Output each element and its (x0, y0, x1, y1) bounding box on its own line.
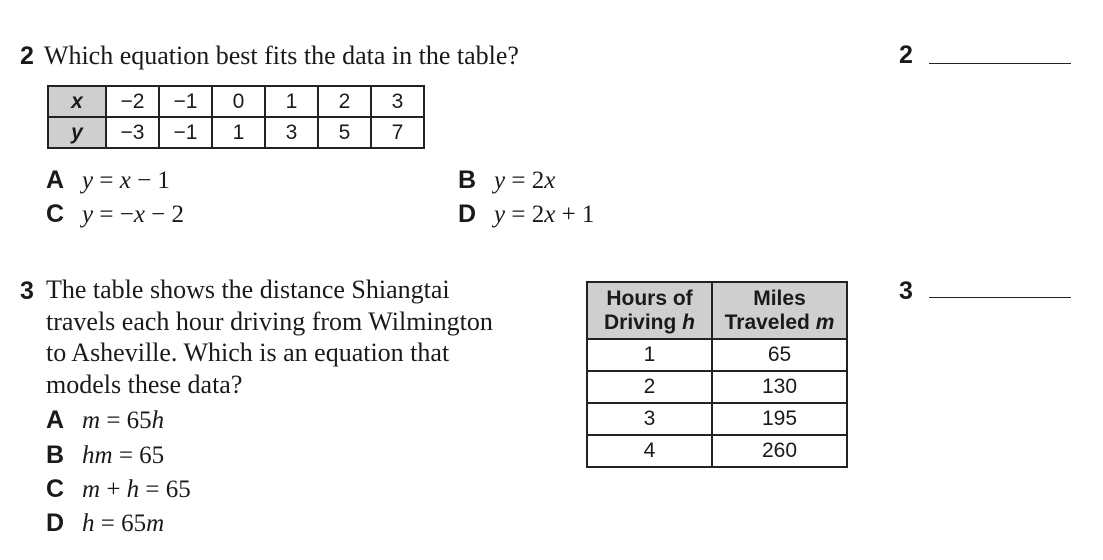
table-row (587, 339, 847, 371)
y-cell: −1 (159, 117, 212, 148)
y-cell: 5 (318, 117, 371, 148)
table-row (587, 435, 847, 467)
header-text: Hours of (606, 287, 693, 310)
choice-3c[interactable] (46, 475, 191, 504)
miles-cell: 130 (712, 371, 847, 403)
x-header: x (48, 86, 106, 117)
choice-letter: B (458, 166, 477, 194)
question-2 (20, 40, 519, 72)
y-cell: 7 (371, 117, 424, 148)
table-header-row (587, 282, 847, 339)
miles-cell: 260 (712, 435, 847, 467)
choice-letter: C (46, 200, 65, 228)
choice-3b[interactable] (46, 441, 164, 470)
question-3-line: The table shows the distance Shiangtai (46, 275, 450, 304)
question-3-line: models these data? (46, 369, 243, 399)
choice-letter: A (46, 406, 65, 434)
choice-letter: C (46, 475, 65, 503)
hours-cell: 2 (587, 371, 712, 403)
hours-cell: 4 (587, 435, 712, 467)
miles-cell: 65 (712, 339, 847, 371)
question-3-text (46, 274, 493, 400)
header-text: Traveled (724, 311, 810, 334)
y-header: y (48, 117, 106, 148)
choice-2a[interactable] (46, 166, 170, 195)
header-text: Miles (753, 287, 806, 310)
x-cell: −2 (106, 86, 159, 117)
choice-equation: y = x − 1 (82, 167, 170, 194)
y-cell: 1 (212, 117, 265, 148)
question-3-line: travels each hour driving from Wilmington (46, 306, 493, 336)
x-cell: 3 (371, 86, 424, 117)
question-2-number: 2 (20, 42, 34, 70)
y-cell: −3 (106, 117, 159, 148)
choice-3d[interactable] (46, 509, 164, 538)
answer-3-label: 3 (899, 277, 913, 305)
choice-equation: y = 2x + 1 (494, 201, 595, 228)
question-3-line: to Asheville. Which is an equation that (46, 338, 450, 367)
choice-equation: y = 2x (494, 167, 556, 194)
answer-2-label: 2 (899, 41, 913, 69)
x-cell: −1 (159, 86, 212, 117)
choice-letter: D (458, 200, 477, 228)
header-variable: m (815, 311, 835, 334)
answer-3-blank[interactable] (929, 297, 1071, 298)
table-row (48, 117, 424, 148)
question-2-text: Which equation best fits the data in the table? (43, 41, 519, 70)
choice-equation: y = −x − 2 (82, 201, 185, 228)
question-3-number: 3 (20, 277, 34, 305)
xy-table (47, 85, 425, 149)
choice-2b[interactable] (458, 166, 555, 195)
x-cell: 0 (212, 86, 265, 117)
hours-cell: 1 (587, 339, 712, 371)
choice-3a[interactable] (46, 406, 164, 435)
choice-2d[interactable] (458, 200, 594, 229)
hours-column-header (587, 282, 712, 339)
choice-2c[interactable] (46, 200, 184, 229)
choice-equation: m = 65h (82, 407, 165, 434)
choice-equation: h = 65m (82, 510, 165, 537)
x-cell: 2 (318, 86, 371, 117)
x-cell: 1 (265, 86, 318, 117)
y-cell: 3 (265, 117, 318, 148)
miles-column-header (712, 282, 847, 339)
table-row (587, 371, 847, 403)
header-variable: h (682, 311, 695, 334)
miles-cell: 195 (712, 403, 847, 435)
choice-equation: m + h = 65 (82, 476, 191, 503)
choice-letter: D (46, 509, 65, 537)
answer-2-blank[interactable] (929, 63, 1071, 64)
choice-letter: B (46, 441, 65, 469)
header-text: Driving (603, 311, 677, 334)
hours-miles-table (586, 281, 848, 468)
hours-cell: 3 (587, 403, 712, 435)
table-row (587, 403, 847, 435)
choice-letter: A (46, 166, 65, 194)
table-row (48, 86, 424, 117)
choice-equation: hm = 65 (82, 442, 165, 469)
